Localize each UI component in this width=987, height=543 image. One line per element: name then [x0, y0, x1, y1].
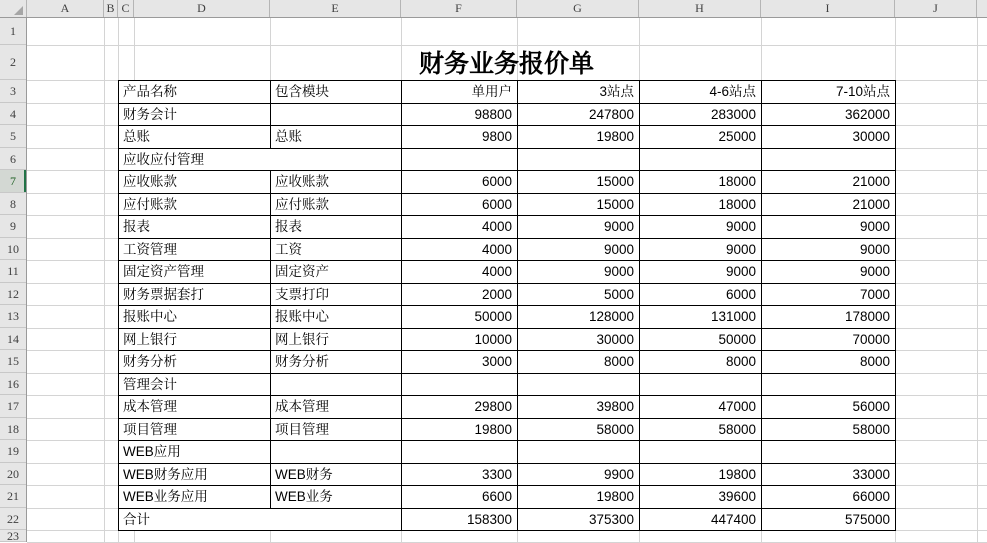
cell-product-name[interactable]: 成本管理 [119, 396, 271, 419]
table-row[interactable] [119, 261, 896, 284]
cell-price-tier-3[interactable]: 283000 [640, 104, 762, 126]
cell-included-module[interactable] [271, 441, 402, 464]
table-row[interactable] [119, 464, 896, 486]
table-row[interactable] [119, 374, 896, 396]
cell-price-tier-1[interactable]: 6600 [402, 486, 518, 509]
cell-included-module[interactable]: 固定资产 [271, 261, 402, 284]
cell-price-tier-1[interactable] [402, 374, 518, 396]
cell-product-name[interactable]: 固定资产管理 [119, 261, 271, 284]
cell-price-tier-3[interactable]: 47000 [640, 396, 762, 419]
cell-product-name[interactable]: 合计 [119, 509, 402, 531]
cell-included-module[interactable]: WEB财务 [271, 464, 402, 486]
cell-price-tier-2[interactable]: 19800 [518, 126, 640, 149]
cell-included-module[interactable]: 支票打印 [271, 284, 402, 306]
row-header-21[interactable]: 21 [0, 485, 26, 508]
table-row[interactable] [119, 396, 896, 419]
cell-included-module[interactable]: 财务分析 [271, 351, 402, 374]
cell-included-module[interactable]: WEB业务 [271, 486, 402, 509]
cell-price-tier-2[interactable]: 58000 [518, 419, 640, 441]
column-header-e[interactable]: E [270, 0, 401, 17]
cell-product-name[interactable]: 应收应付管理 [119, 149, 402, 171]
column-header-i[interactable]: I [761, 0, 895, 17]
cell-price-tier-3[interactable]: 9000 [640, 239, 762, 261]
cell-price-tier-2[interactable]: 5000 [518, 284, 640, 306]
cell-price-tier-4[interactable] [762, 374, 896, 396]
cell-price-tier-3[interactable]: 58000 [640, 419, 762, 441]
cell-price-tier-1[interactable] [402, 149, 518, 171]
gridline-horizontal [27, 45, 987, 46]
cell-price-tier-3[interactable]: 19800 [640, 464, 762, 486]
cell-price-tier-1[interactable]: 6000 [402, 194, 518, 216]
table-row[interactable] [119, 329, 896, 351]
cell-price-tier-3[interactable]: 39600 [640, 486, 762, 509]
table-row[interactable] [119, 149, 896, 171]
select-all-corner[interactable] [0, 0, 27, 17]
table-row[interactable] [119, 216, 896, 239]
row-header-12[interactable]: 12 [0, 283, 26, 305]
cell-product-name[interactable]: 项目管理 [119, 419, 271, 441]
cell-price-tier-1[interactable]: 98800 [402, 104, 518, 126]
cell-price-tier-2[interactable]: 8000 [518, 351, 640, 374]
cell-price-tier-4[interactable]: 9000 [762, 239, 896, 261]
cell-product-name[interactable]: WEB业务应用 [119, 486, 271, 509]
cell-price-tier-3[interactable]: 8000 [640, 351, 762, 374]
row-header-1[interactable]: 1 [0, 18, 26, 45]
table-header-row [119, 81, 896, 104]
cell-price-tier-3[interactable] [640, 374, 762, 396]
cell-price-tier-4[interactable]: 21000 [762, 194, 896, 216]
cell-price-tier-2[interactable]: 128000 [518, 306, 640, 329]
cell-price-tier-2[interactable]: 15000 [518, 171, 640, 194]
table-row[interactable] [119, 239, 896, 261]
cell-price-tier-4[interactable]: 33000 [762, 464, 896, 486]
cell-price-tier-2[interactable]: 9000 [518, 216, 640, 239]
row-header-11[interactable]: 11 [0, 260, 26, 283]
cell-price-tier-4[interactable]: 178000 [762, 306, 896, 329]
cell-price-tier-2[interactable]: 30000 [518, 329, 640, 351]
header-included-modules[interactable]: 包含模块 [271, 81, 402, 104]
cell-price-tier-2[interactable]: 15000 [518, 194, 640, 216]
cell-price-tier-3[interactable]: 9000 [640, 261, 762, 284]
cell-price-tier-4[interactable]: 70000 [762, 329, 896, 351]
cell-price-tier-3[interactable]: 18000 [640, 171, 762, 194]
column-header-h[interactable]: H [639, 0, 761, 17]
header-price-tier-2[interactable]: 3站点 [518, 81, 640, 104]
cell-price-tier-3[interactable]: 131000 [640, 306, 762, 329]
cell-price-tier-3[interactable] [640, 441, 762, 464]
cell-product-name[interactable]: 总账 [119, 126, 271, 149]
cell-price-tier-2[interactable]: 9000 [518, 239, 640, 261]
column-header-b[interactable]: B [104, 0, 118, 17]
cell-price-tier-4[interactable]: 56000 [762, 396, 896, 419]
table-row[interactable] [119, 306, 896, 329]
column-header-c[interactable]: C [118, 0, 134, 17]
row-header-5[interactable]: 5 [0, 125, 26, 148]
cell-price-tier-2[interactable]: 375300 [518, 509, 640, 531]
cell-price-tier-3[interactable]: 447400 [640, 509, 762, 531]
cell-price-tier-1[interactable] [402, 441, 518, 464]
table-row[interactable] [119, 351, 896, 374]
cell-price-tier-3[interactable]: 9000 [640, 216, 762, 239]
cell-included-module[interactable]: 网上银行 [271, 329, 402, 351]
cell-price-tier-2[interactable] [518, 374, 640, 396]
cell-price-tier-4[interactable]: 58000 [762, 419, 896, 441]
cell-product-name[interactable]: WEB财务应用 [119, 464, 271, 486]
cell-price-tier-1[interactable]: 2000 [402, 284, 518, 306]
cell-price-tier-2[interactable]: 9900 [518, 464, 640, 486]
cell-price-tier-2[interactable]: 247800 [518, 104, 640, 126]
cell-price-tier-1[interactable]: 19800 [402, 419, 518, 441]
cell-price-tier-4[interactable]: 21000 [762, 171, 896, 194]
cell-included-module[interactable]: 工资 [271, 239, 402, 261]
cell-price-tier-2[interactable]: 39800 [518, 396, 640, 419]
cell-price-tier-4[interactable]: 30000 [762, 126, 896, 149]
cell-price-tier-3[interactable]: 6000 [640, 284, 762, 306]
table-row[interactable] [119, 194, 896, 216]
cell-included-module[interactable]: 应收账款 [271, 171, 402, 194]
column-header-a[interactable]: A [27, 0, 104, 17]
cell-included-module[interactable]: 报账中心 [271, 306, 402, 329]
cell-price-tier-3[interactable] [640, 149, 762, 171]
cell-price-tier-3[interactable]: 18000 [640, 194, 762, 216]
cell-product-name[interactable]: 网上银行 [119, 329, 271, 351]
cell-price-tier-4[interactable]: 8000 [762, 351, 896, 374]
cell-price-tier-1[interactable]: 3000 [402, 351, 518, 374]
cell-included-module[interactable] [271, 104, 402, 126]
cell-product-name[interactable]: 财务票据套打 [119, 284, 271, 306]
cell-price-tier-1[interactable]: 50000 [402, 306, 518, 329]
row-header-4[interactable]: 4 [0, 103, 26, 125]
cell-included-module[interactable]: 项目管理 [271, 419, 402, 441]
cell-price-tier-4[interactable] [762, 441, 896, 464]
cell-product-name[interactable]: 管理会计 [119, 374, 271, 396]
cell-price-tier-1[interactable]: 10000 [402, 329, 518, 351]
cell-product-name[interactable]: 工资管理 [119, 239, 271, 261]
row-header-8[interactable]: 8 [0, 193, 26, 215]
cell-product-name[interactable]: 财务分析 [119, 351, 271, 374]
row-header-22[interactable]: 22 [0, 508, 26, 530]
cell-price-tier-1[interactable]: 29800 [402, 396, 518, 419]
row-header-14[interactable]: 14 [0, 328, 26, 350]
cell-price-tier-4[interactable]: 66000 [762, 486, 896, 509]
cell-price-tier-4[interactable] [762, 149, 896, 171]
cell-price-tier-1[interactable]: 4000 [402, 216, 518, 239]
cell-price-tier-2[interactable] [518, 441, 640, 464]
active-row-indicator [24, 170, 26, 192]
row-header-3[interactable]: 3 [0, 80, 26, 103]
header-price-tier-3[interactable]: 4-6站点 [640, 81, 762, 104]
row-header-10[interactable]: 10 [0, 238, 26, 260]
row-header-15[interactable]: 15 [0, 350, 26, 373]
row-header-18[interactable]: 18 [0, 418, 26, 440]
cell-included-module[interactable]: 成本管理 [271, 396, 402, 419]
row-header-2[interactable]: 2 [0, 45, 26, 80]
table-row[interactable] [119, 486, 896, 509]
cell-product-name[interactable]: WEB应用 [119, 441, 271, 464]
table-row[interactable] [119, 284, 896, 306]
cell-price-tier-1[interactable]: 6000 [402, 171, 518, 194]
row-header-9[interactable]: 9 [0, 215, 26, 238]
cell-product-name[interactable]: 报表 [119, 216, 271, 239]
cell-price-tier-1[interactable]: 4000 [402, 239, 518, 261]
cell-price-tier-1[interactable]: 3300 [402, 464, 518, 486]
cell-price-tier-1[interactable]: 158300 [402, 509, 518, 531]
row-header-17[interactable]: 17 [0, 395, 26, 418]
cell-included-module[interactable]: 报表 [271, 216, 402, 239]
cell-price-tier-1[interactable]: 4000 [402, 261, 518, 284]
select-all-triangle-icon [14, 6, 23, 15]
row-header-19[interactable]: 19 [0, 440, 26, 463]
row-header-13[interactable]: 13 [0, 305, 26, 328]
column-header-j[interactable]: J [895, 0, 977, 17]
column-header-g[interactable]: G [517, 0, 639, 17]
cell-included-module[interactable]: 应付账款 [271, 194, 402, 216]
cell-product-name[interactable]: 应收账款 [119, 171, 271, 194]
cell-included-module[interactable] [271, 374, 402, 396]
row-header-16[interactable]: 16 [0, 373, 26, 395]
column-header-f[interactable]: F [401, 0, 517, 17]
header-product-name[interactable]: 产品名称 [119, 81, 271, 104]
cell-price-tier-2[interactable] [518, 149, 640, 171]
cell-product-name[interactable]: 财务会计 [119, 104, 271, 126]
cell-price-tier-2[interactable]: 19800 [518, 486, 640, 509]
cell-product-name[interactable]: 报账中心 [119, 306, 271, 329]
cell-price-tier-3[interactable]: 25000 [640, 126, 762, 149]
column-header-d[interactable]: D [134, 0, 270, 17]
header-price-tier-1[interactable]: 单用户 [402, 81, 518, 104]
cell-price-tier-4[interactable]: 362000 [762, 104, 896, 126]
cell-price-tier-2[interactable]: 9000 [518, 261, 640, 284]
quote-table[interactable] [118, 80, 896, 531]
page-title: 财务业务报价单 [418, 50, 594, 78]
cell-price-tier-4[interactable]: 9000 [762, 261, 896, 284]
row-header-7[interactable]: 7 [0, 170, 26, 193]
table-row[interactable] [119, 171, 896, 194]
table-row[interactable] [119, 419, 896, 441]
cell-price-tier-4[interactable]: 7000 [762, 284, 896, 306]
table-row[interactable] [119, 126, 896, 149]
table-row[interactable] [119, 509, 896, 531]
row-header-6[interactable]: 6 [0, 148, 26, 170]
header-price-tier-4[interactable]: 7-10站点 [762, 81, 896, 104]
cell-included-module[interactable]: 总账 [271, 126, 402, 149]
cell-price-tier-4[interactable]: 575000 [762, 509, 896, 531]
row-header-20[interactable]: 20 [0, 463, 26, 485]
cell-price-tier-4[interactable]: 9000 [762, 216, 896, 239]
cell-price-tier-3[interactable]: 50000 [640, 329, 762, 351]
table-row[interactable] [119, 104, 896, 126]
row-header-23[interactable]: 23 [0, 530, 26, 542]
cell-product-name[interactable]: 应付账款 [119, 194, 271, 216]
table-row[interactable] [119, 441, 896, 464]
cell-price-tier-1[interactable]: 9800 [402, 126, 518, 149]
